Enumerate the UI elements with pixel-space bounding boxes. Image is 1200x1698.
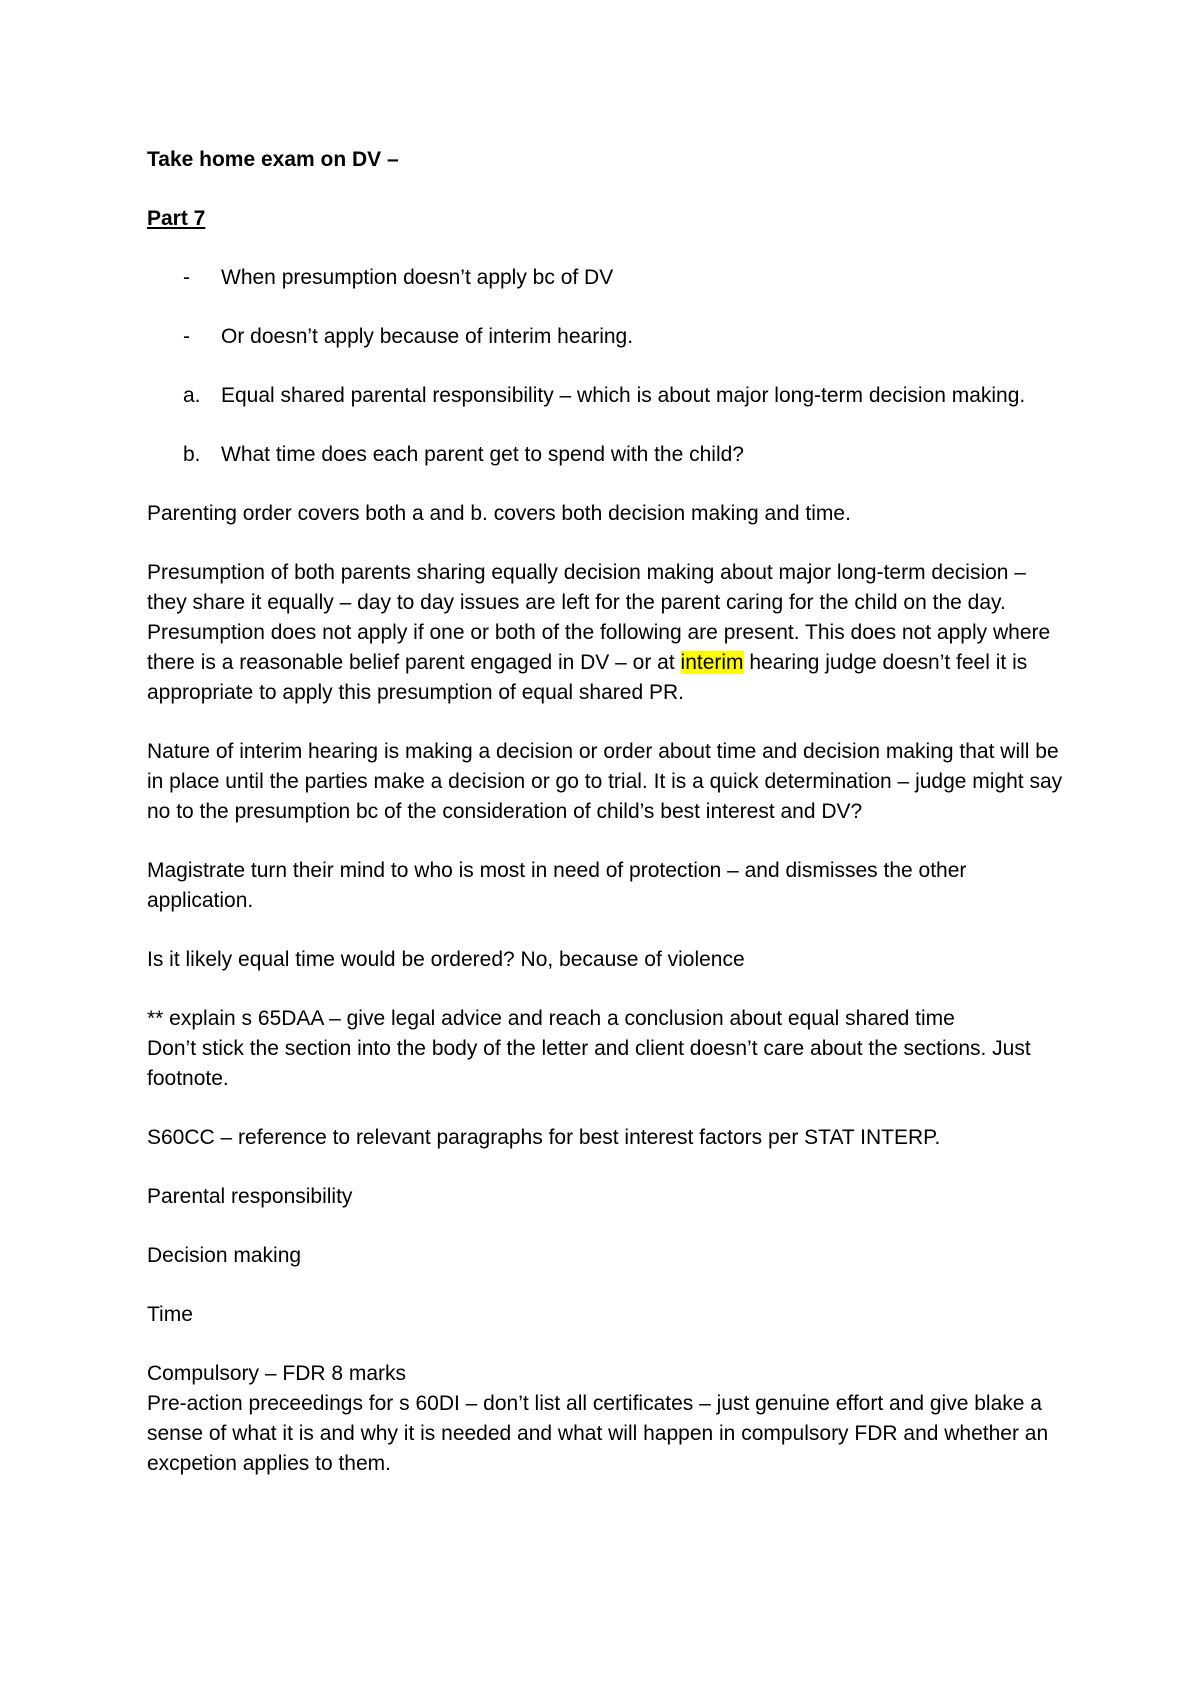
list-item-text: Or doesn’t apply because of interim hearing.: [221, 325, 634, 348]
document-title: Take home exam on DV –: [147, 148, 399, 171]
dash-list-item: [147, 263, 1067, 293]
list-marker: b.: [183, 443, 201, 466]
compulsory-fdr-block: [147, 1359, 1067, 1479]
paragraph-pre-action: Pre-action preceedings for s 60DI – don’t list all certificates – just genuine effort and give blake a sense of what it is and why it is needed and what will happen in compulsory FDR and whether an excpetion applies to them.: [147, 1392, 1049, 1475]
alpha-list-item: [147, 440, 1067, 470]
alpha-list-item: [147, 381, 1067, 411]
list-item-text: Equal shared parental responsibility – which is about major long-term decision making.: [221, 384, 1026, 407]
list-marker: -: [183, 325, 190, 348]
paragraph-text: Presumption of both parents sharing equally decision making about major long-term decision – they share it equally – day to day issues are left for the parent caring for the child on the day. Presumption does not apply if one or both of the following are present. This does not apply where there is a reasonable belief parent engaged in DV – or at: [147, 561, 1051, 674]
paragraph-footnote-advice: Don’t stick the section into the body of the letter and client doesn’t care about the sections. Just footnote.: [147, 1037, 1031, 1090]
dash-list-item: [147, 322, 1067, 352]
list-marker: a.: [183, 384, 201, 407]
highlighted-word: interim: [680, 651, 744, 674]
document-page: [147, 145, 1067, 1479]
list-item-text: When presumption doesn’t apply bc of DV: [221, 266, 614, 289]
paragraph-parental-responsibility: Parental responsibility: [147, 1185, 353, 1208]
paragraph-decision-making: Decision making: [147, 1244, 302, 1267]
paragraph-presumption: [147, 558, 1067, 708]
explain-block: [147, 1004, 1067, 1094]
paragraph-s60cc: S60CC – reference to relevant paragraphs for best interest factors per STAT INTERP.: [147, 1126, 941, 1149]
paragraph-magistrate: Magistrate turn their mind to who is most in need of protection – and dismisses the other application.: [147, 859, 967, 912]
list-marker: -: [183, 266, 190, 289]
paragraph-interim-hearing: Nature of interim hearing is making a decision or order about time and decision making that will be in place until the parties make a decision or go to trial. It is a quick determination – judge might say no to the presumption bc of the consideration of child’s best interest and DV?: [147, 740, 1063, 823]
part-heading: Part 7: [147, 207, 206, 230]
paragraph-parenting-order: Parenting order covers both a and b. covers both decision making and time.: [147, 502, 851, 525]
paragraph-time: Time: [147, 1303, 193, 1326]
paragraph-explain-65daa: ** explain s 65DAA – give legal advice and reach a conclusion about equal shared time: [147, 1007, 955, 1030]
paragraph-text: hearing judge doesn’t feel it is appropriate to apply this presumption of equal shared PR.: [147, 651, 1028, 704]
list-item-text: What time does each parent get to spend with the child?: [221, 443, 744, 466]
paragraph-equal-time: Is it likely equal time would be ordered? No, because of violence: [147, 948, 745, 971]
paragraph-compulsory-fdr: Compulsory – FDR 8 marks: [147, 1362, 407, 1385]
